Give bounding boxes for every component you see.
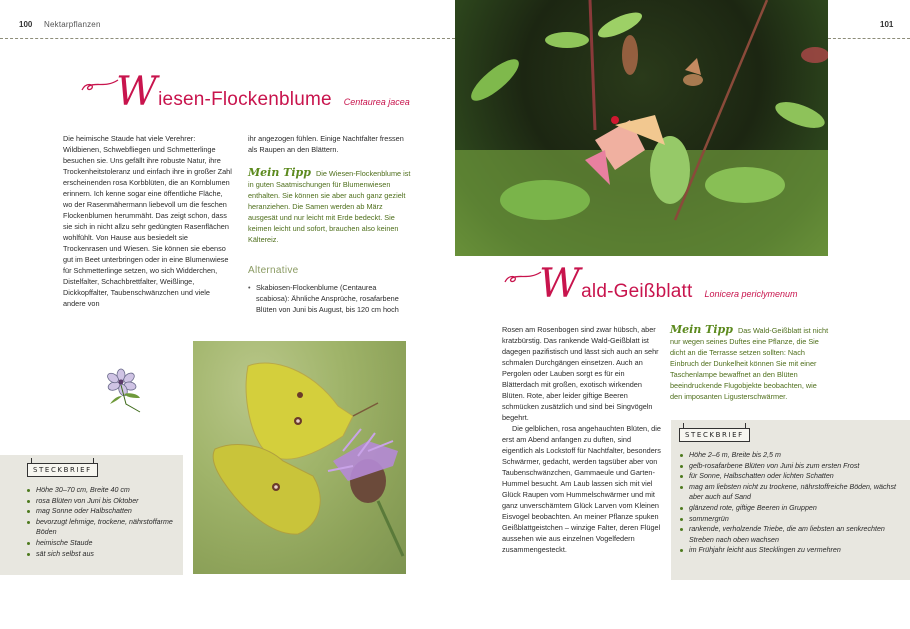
butterfly-illustration bbox=[193, 341, 406, 574]
tip-text: Die Wiesen-Flockenblume ist in guten Saatmischungen für Blumenwiesen enthalten. Sie können sie aber auch ganz gezielt heranziehen. Die Samen werden ab März ausgesät und nur leicht mit Erde bedeckt. Sie keimen leicht und sofort, brauchen also keinen Kältereiz. bbox=[248, 169, 411, 244]
steckbrief-item: Höhe 30–70 cm, Breite 40 cm bbox=[26, 485, 176, 496]
tip-label: Mein Tipp bbox=[248, 166, 311, 179]
title-swash-icon bbox=[503, 270, 543, 292]
steckbrief-item: glänzend rote, giftige Beeren in Gruppen bbox=[679, 503, 901, 514]
steckbrief-item: rankende, verholzende Triebe, die am liebsten an senkrechten Streben nach oben wachsen bbox=[679, 524, 901, 545]
right-page bbox=[455, 0, 910, 629]
title-initial: W bbox=[116, 69, 158, 115]
page-number: 100 bbox=[19, 20, 33, 29]
flower-sketch-icon bbox=[104, 368, 146, 416]
alternative-item: • Skabiosen-Flockenblume (Centaurea scabiosa): Ähnliche Ansprüche, rosafarbene Blüten von Juni bis August, bis 120 cm hoch bbox=[248, 282, 408, 315]
dashed-rule bbox=[0, 38, 455, 39]
plant-title bbox=[116, 69, 410, 115]
steckbrief-item: für Sonne, Halbschatten oder lichten Schatten bbox=[679, 471, 901, 482]
butterfly-photo bbox=[193, 341, 406, 574]
body-text-col2 bbox=[248, 133, 413, 155]
body-text-col1 bbox=[63, 133, 233, 309]
steckbrief-box bbox=[671, 420, 910, 580]
steckbrief-item: sät sich selbst aus bbox=[26, 549, 176, 560]
steckbrief-tag: STECKBRIEF bbox=[679, 428, 750, 442]
title-text: iesen-Flockenblume bbox=[158, 89, 332, 110]
alternative-list bbox=[248, 282, 408, 315]
tip-box bbox=[670, 324, 830, 402]
dashed-rule bbox=[828, 38, 910, 39]
tip-label: Mein Tipp bbox=[670, 323, 733, 336]
tip-box bbox=[248, 167, 413, 245]
latin-name: Centaurea jacea bbox=[343, 97, 410, 107]
running-head: Nektarpflanzen bbox=[44, 20, 101, 29]
body-text-col1 bbox=[502, 324, 662, 555]
honeysuckle-illustration bbox=[455, 0, 828, 256]
steckbrief-item: mag am liebsten nicht zu trockene, nährstoffreiche Böden, wächst aber auch auf Sand bbox=[679, 482, 901, 503]
title-initial: W bbox=[539, 261, 581, 307]
steckbrief-tag: STECKBRIEF bbox=[27, 463, 98, 477]
body-paragraph: ihr angezogen fühlen. Einige Nachtfalter fressen als Raupen an den Blättern. bbox=[248, 134, 404, 154]
steckbrief-item: Höhe 2–6 m, Breite bis 2,5 m bbox=[679, 450, 901, 461]
body-paragraph: Rosen am Rosenbogen sind zwar hübsch, aber kratzbürstig. Das rankende Wald-Geißblatt ist dagegen pazifistisch und lässt sich auch an sehr schmalen Durchgängen einsetzen. Auch an Pergolen oder Lauben sorgt es für ein Blätterdach mit großen, exotisch wirkenden Blüten. Rote, aber leider giftige Beeren schmücken zusätzlich und sind bei Singvögeln begehrt. bbox=[502, 325, 659, 422]
steckbrief-item: mag Sonne oder Halbschatten bbox=[26, 506, 176, 517]
title-text: ald-Geißblatt bbox=[581, 281, 693, 302]
steckbrief-item: rosa Blüten von Juni bis Oktober bbox=[26, 496, 176, 507]
body-paragraph: Die gelblichen, rosa angehauchten Blüten, die erst am Abend anfangen zu duften, sind eigentlich als Lockstoff für Nachtfalter, besonders Schwärmer, gedacht, werden tagsüber aber von Taubenschwänzchen, Gammaeule und Garten-Hummel besucht. Am Laub lassen sich mit viel Glück Raupen vom Hummelschwärmer und mit ganz unverschämtem Glück Larven vom Kleinen Eisvogel beobachten. An meiner Pflanze spuken Geißblattgeistchen – winzige Falter, deren Flügel aussehen wie aus einzelnen Vogelfedern zusammengesteckt. bbox=[502, 424, 661, 554]
steckbrief-item: gelb-rosafarbene Blüten von Juni bis zum ersten Frost bbox=[679, 461, 901, 472]
page-number: 101 bbox=[880, 20, 894, 29]
steckbrief-item: bevorzugt lehmige, trockene, nährstoffarme Böden bbox=[26, 517, 176, 538]
latin-name: Lonicera periclymenum bbox=[704, 289, 798, 299]
title-swash-icon bbox=[80, 78, 120, 100]
steckbrief-box bbox=[0, 455, 183, 575]
body-paragraph: Die heimische Staude hat viele Verehrer: Wildbienen, Schwebfliegen und Schmetterlinge besuchen sie. Uns gefällt ihre robuste Natur, ihre Trockenheitstoleranz und einfach ihre in großer Zahl erscheinenden rosa Korbblüten, die an Kornblumen erinnern. Ich kenne sogar eine öffentliche Fläche, wo der Rasenmähermann liebevoll um die feschen Flockenblumen herummäht. Das zeigt schon, dass sie sich in nicht allzu sehr gedüngten Rasenflächen wohlfühlt. Von Hause aus besiedelt sie Trockenrasen und Wiesen. Sie können sie ebenso gut im Beet unterbringen oder in eine Blumenwiese für Schmetterlinge setzen, wo sich Widderchen, Distelfalter, Schachbrettfalter, Weißlinge, Dickkopffalter, Taubenschwänzchen und viele andere von bbox=[63, 134, 232, 308]
steckbrief-item: heimische Staude bbox=[26, 538, 176, 549]
plant-title bbox=[539, 261, 798, 307]
alternative-heading: Alternative bbox=[248, 265, 299, 276]
steckbrief-list bbox=[26, 485, 176, 559]
tip-text: Das Wald-Geißblatt ist nicht nur wegen seines Duftes eine Pflanze, die Sie dicht an die Terrasse setzen sollten: Nach Einbruch der Dunkelheit können Sie mit einer Taschenlampe bewaffnet an den Blüten beeindruckende Flugobjekte beobachten, wie den imposanten Ligusterschwärmer. bbox=[670, 326, 829, 401]
honeysuckle-photo bbox=[455, 0, 828, 256]
steckbrief-item: im Frühjahr leicht aus Stecklingen zu vermehren bbox=[679, 545, 901, 556]
steckbrief-list bbox=[679, 450, 901, 556]
steckbrief-item: sommergrün bbox=[679, 514, 901, 525]
